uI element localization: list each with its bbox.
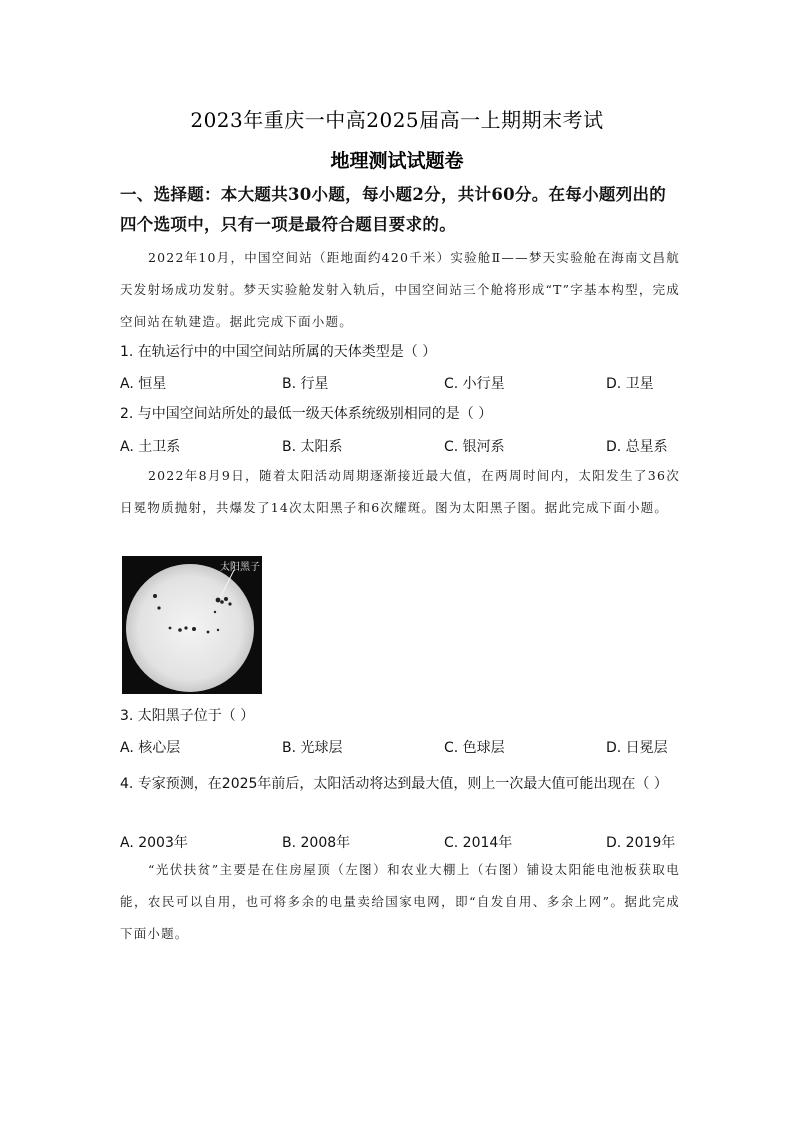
question-1-stem: 1. 在轨运行中的中国空间站所属的天体类型是（ ）	[120, 344, 437, 360]
question-3-stem: 3. 太阳黑子位于（ ）	[120, 708, 255, 724]
question-4-stem: 4. 专家预测，在2025年前后，太阳活动将达到最大值，则上一次最大值可能出现在（ ）	[120, 776, 668, 792]
figure-label: 太阳黑子	[220, 562, 260, 573]
question-2-stem: 2. 与中国空间站所处的最低一级天体系统级别相同的是（ ）	[120, 406, 493, 422]
question-3-options	[120, 737, 680, 757]
passage-1: 2022年10月，中国空间站（距地面约420千米）实验舱Ⅱ——梦天实验舱在海南文昌航天发射场成功发射。梦天实验舱发射入轨后，中国空间站三个舱将形成“T”字基本构型，完成空间站在轨建造。据此完成下面小题。	[120, 250, 680, 329]
sunspot-figure	[122, 556, 262, 694]
option-b: B. 2008年	[282, 835, 351, 851]
passage-3: “光伏扶贫”主要是在住房屋顶（左图）和农业大棚上（右图）铺设太阳能电池板获取电能，农民可以自用，也可将多余的电量卖给国家电网，即“自发自用、多余上网”。据此完成下面小题。	[120, 862, 680, 941]
option-b: B. 行星	[282, 376, 329, 392]
option-b: B. 光球层	[282, 740, 343, 756]
page-subtitle: 地理测试试题卷	[330, 150, 464, 172]
question-4-options	[120, 832, 680, 852]
option-c: C. 小行星	[444, 376, 505, 392]
passage-2: 2022年8月9日，随着太阳活动周期逐渐接近最大值，在两周时间内，太阳发生了36次日冕物质抛射，共爆发了14次太阳黑子和6次耀斑。图为太阳黑子图。据此完成下面小题。	[120, 468, 680, 515]
question-2-options	[120, 436, 680, 456]
option-c: C. 2014年	[444, 835, 513, 851]
option-a: A. 核心层	[120, 740, 181, 756]
option-d: D. 卫星	[606, 376, 654, 392]
option-b: B. 太阳系	[282, 439, 343, 455]
section-heading: 一、选择题：本大题共30小题，每小题2分，共计60分。在每小题列出的四个选项中，只有一项是最符合题目要求的。	[120, 185, 667, 234]
option-a: A. 2003年	[120, 835, 188, 851]
option-c: C. 银河系	[444, 439, 505, 455]
option-c: C. 色球层	[444, 740, 505, 756]
option-a: A. 土卫系	[120, 439, 181, 455]
question-1-options	[120, 373, 680, 393]
sun-photo-icon	[122, 556, 262, 694]
page-title: 2023年重庆一中高2025届高一上期期末考试	[190, 108, 604, 132]
sun-disk	[126, 564, 254, 692]
option-d: D. 2019年	[606, 835, 676, 851]
option-d: D. 日冕层	[606, 740, 668, 756]
option-a: A. 恒星	[120, 376, 167, 392]
option-d: D. 总星系	[606, 439, 668, 455]
